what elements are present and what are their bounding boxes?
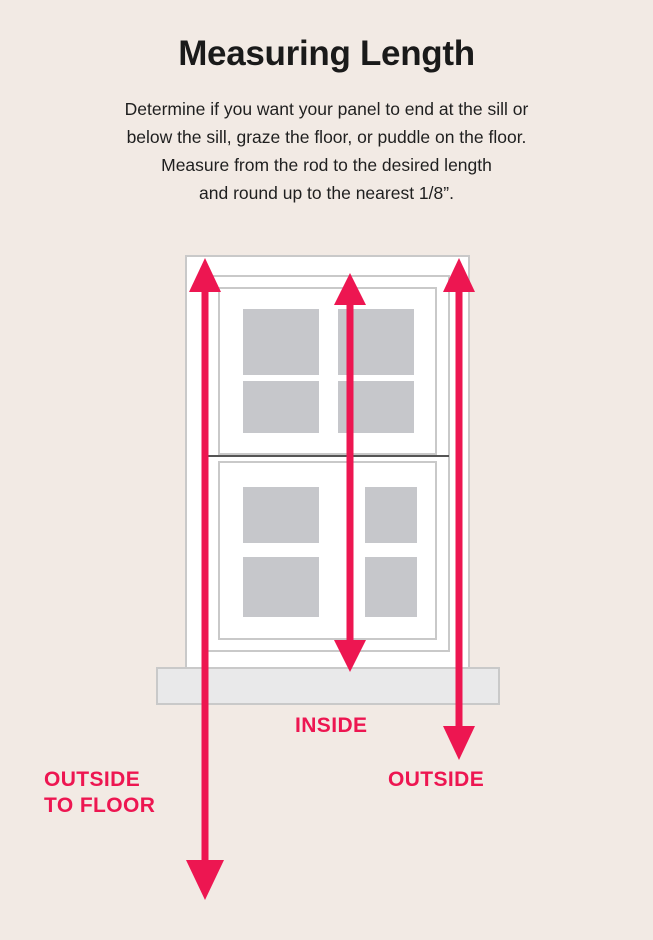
- label-outside-to-floor: [44, 767, 155, 819]
- description-line-1: Determine if you want your panel to end at the sill or: [124, 99, 529, 119]
- label-outside: OUTSIDE: [388, 768, 485, 791]
- label-outside-to-floor-line2: TO FLOOR: [44, 794, 156, 817]
- label-outside-to-floor-line1: OUTSIDE: [44, 768, 141, 791]
- page-title: Measuring Length: [178, 34, 475, 73]
- window-frame: [186, 256, 469, 671]
- description-line-4: and round up to the nearest 1/8”.: [199, 183, 454, 203]
- label-inside: INSIDE: [295, 714, 368, 737]
- description-line-2: below the sill, graze the floor, or puddle on the floor.: [126, 127, 527, 147]
- description-line-3: Measure from the rod to the desired length: [161, 155, 492, 175]
